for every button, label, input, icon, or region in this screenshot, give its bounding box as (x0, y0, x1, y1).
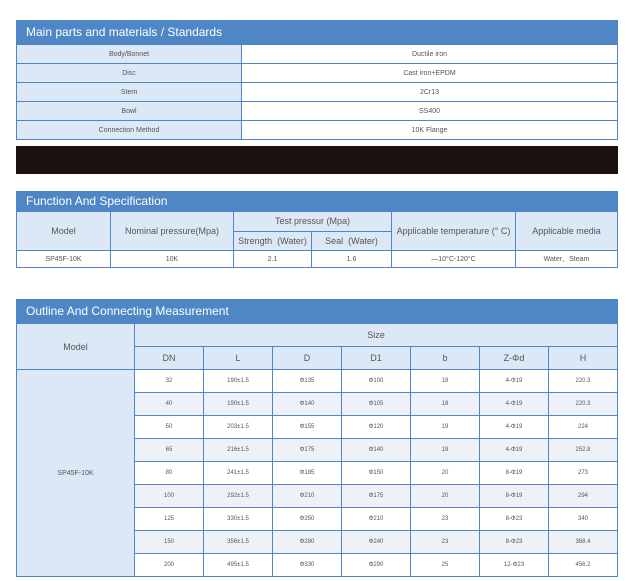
outline-cell-dn: 50 (135, 416, 204, 439)
outline-cell-zd: 4-Φ19 (480, 416, 549, 439)
materials-panel (16, 20, 618, 140)
outline-cell-h: 368.4 (549, 531, 618, 554)
outline-header-model: Model (17, 324, 135, 370)
outline-cell-l: 190±1.5 (204, 393, 273, 416)
spec-header-strength: Strength (Water) (234, 231, 312, 251)
material-part-cell: Disc (17, 64, 242, 83)
outline-row (17, 370, 618, 393)
outline-cell-dn: 32 (135, 370, 204, 393)
outline-cell-dn: 150 (135, 531, 204, 554)
outline-cell-d1: Φ290 (342, 554, 411, 577)
outline-cell-zd: 4-Φ19 (480, 393, 549, 416)
outline-cell-dn: 200 (135, 554, 204, 577)
outline-cell-zd: 12-Φ23 (480, 554, 549, 577)
outline-cell-dn: 40 (135, 393, 204, 416)
outline-header-b: b (411, 347, 480, 370)
outline-cell-h: 340 (549, 508, 618, 531)
outline-cell-l: 330±1.5 (204, 508, 273, 531)
outline-cell-b: 19 (411, 439, 480, 462)
outline-cell-b: 23 (411, 508, 480, 531)
outline-panel (16, 299, 618, 577)
outline-cell-b: 23 (411, 531, 480, 554)
materials-row (17, 64, 618, 83)
outline-cell-d1: Φ105 (342, 393, 411, 416)
material-part-cell: Stem (17, 83, 242, 102)
spec-cell-model: SP45F-10K (17, 251, 111, 268)
materials-row (17, 121, 618, 140)
spec-cell-nominal: 10K (111, 251, 234, 268)
outline-cell-d1: Φ175 (342, 485, 411, 508)
outline-cell-d: Φ330 (273, 554, 342, 577)
material-value-cell: SS400 (242, 102, 618, 121)
spec-table (16, 211, 618, 268)
outline-cell-b: 25 (411, 554, 480, 577)
outline-header-d: D (273, 347, 342, 370)
outline-cell-h: 220.3 (549, 370, 618, 393)
outline-cell-b: 19 (411, 416, 480, 439)
materials-row (17, 45, 618, 64)
outline-cell-d: Φ185 (273, 462, 342, 485)
spec-header-seal: Seal (Water) (312, 231, 392, 251)
outline-header-size: Size (135, 324, 618, 347)
outline-cell-l: 216±1.5 (204, 439, 273, 462)
outline-cell-dn: 100 (135, 485, 204, 508)
outline-model-cell: SP45F-10K (17, 370, 135, 577)
outline-cell-d1: Φ150 (342, 462, 411, 485)
outline-cell-l: 241±1.5 (204, 462, 273, 485)
outline-cell-b: 20 (411, 485, 480, 508)
outline-cell-h: 224 (549, 416, 618, 439)
outline-cell-d1: Φ210 (342, 508, 411, 531)
outline-cell-h: 294 (549, 485, 618, 508)
material-part-cell: Body/Bonnet (17, 45, 242, 64)
spec-cell-strength: 2.1 (234, 251, 312, 268)
outline-cell-d: Φ135 (273, 370, 342, 393)
outline-cell-zd: 8-Φ19 (480, 462, 549, 485)
spec-header-media: Applicable media (516, 212, 618, 251)
outline-cell-zd: 8-Φ23 (480, 531, 549, 554)
outline-header-d1: D1 (342, 347, 411, 370)
outline-cell-l: 203±1.5 (204, 416, 273, 439)
outline-cell-zd: 8-Φ19 (480, 485, 549, 508)
spec-header-test: Test pressur (Mpa) (234, 212, 392, 232)
outline-header-zd: Z-Φd (480, 347, 549, 370)
outline-cell-b: 20 (411, 462, 480, 485)
outline-cell-l: 190±1.5 (204, 370, 273, 393)
outline-cell-d1: Φ100 (342, 370, 411, 393)
outline-cell-d: Φ280 (273, 531, 342, 554)
outline-cell-d: Φ140 (273, 393, 342, 416)
outline-cell-d: Φ155 (273, 416, 342, 439)
spec-cell-seal: 1.6 (312, 251, 392, 268)
outline-cell-dn: 125 (135, 508, 204, 531)
materials-title: Main parts and materials / Standards (16, 20, 618, 44)
spec-cell-temp: —10°C-120°C (392, 251, 516, 268)
outline-cell-h: 220.3 (549, 393, 618, 416)
spec-title: Function And Specification (16, 191, 618, 211)
outline-cell-h: 456.2 (549, 554, 618, 577)
outline-cell-zd: 4-Φ19 (480, 370, 549, 393)
outline-cell-l: 292±1.5 (204, 485, 273, 508)
outline-cell-b: 18 (411, 393, 480, 416)
material-part-cell: Bowl (17, 102, 242, 121)
materials-row (17, 83, 618, 102)
spec-panel (16, 191, 618, 268)
outline-cell-h: 252.8 (549, 439, 618, 462)
spec-header-model: Model (17, 212, 111, 251)
outline-cell-l: 356±1.5 (204, 531, 273, 554)
outline-cell-d: Φ175 (273, 439, 342, 462)
outline-header-l: L (204, 347, 273, 370)
dark-divider-band (16, 146, 618, 174)
outline-table (16, 323, 618, 577)
outline-cell-b: 18 (411, 370, 480, 393)
spec-header-nominal: Nominal pressure(Mpa) (111, 212, 234, 251)
outline-cell-d: Φ210 (273, 485, 342, 508)
outline-cell-d: Φ250 (273, 508, 342, 531)
material-value-cell: 10K Flange (242, 121, 618, 140)
material-part-cell: Connection Method (17, 121, 242, 140)
material-value-cell: Cast iron+EPDM (242, 64, 618, 83)
outline-cell-dn: 80 (135, 462, 204, 485)
materials-table (16, 44, 618, 140)
spec-header-temp: Applicable temperature (° C) (392, 212, 516, 251)
outline-cell-h: 273 (549, 462, 618, 485)
outline-cell-d1: Φ120 (342, 416, 411, 439)
material-value-cell: 2Cr13 (242, 83, 618, 102)
outline-title: Outline And Connecting Measurement (16, 299, 618, 323)
outline-cell-d1: Φ240 (342, 531, 411, 554)
spec-cell-media: Water、Steam (516, 251, 618, 268)
material-value-cell: Ductile iron (242, 45, 618, 64)
outline-cell-l: 495±1.5 (204, 554, 273, 577)
outline-cell-dn: 65 (135, 439, 204, 462)
outline-cell-d1: Φ140 (342, 439, 411, 462)
outline-header-h: H (549, 347, 618, 370)
outline-cell-zd: 4-Φ19 (480, 439, 549, 462)
materials-row (17, 102, 618, 121)
outline-header-dn: DN (135, 347, 204, 370)
outline-cell-zd: 8-Φ23 (480, 508, 549, 531)
